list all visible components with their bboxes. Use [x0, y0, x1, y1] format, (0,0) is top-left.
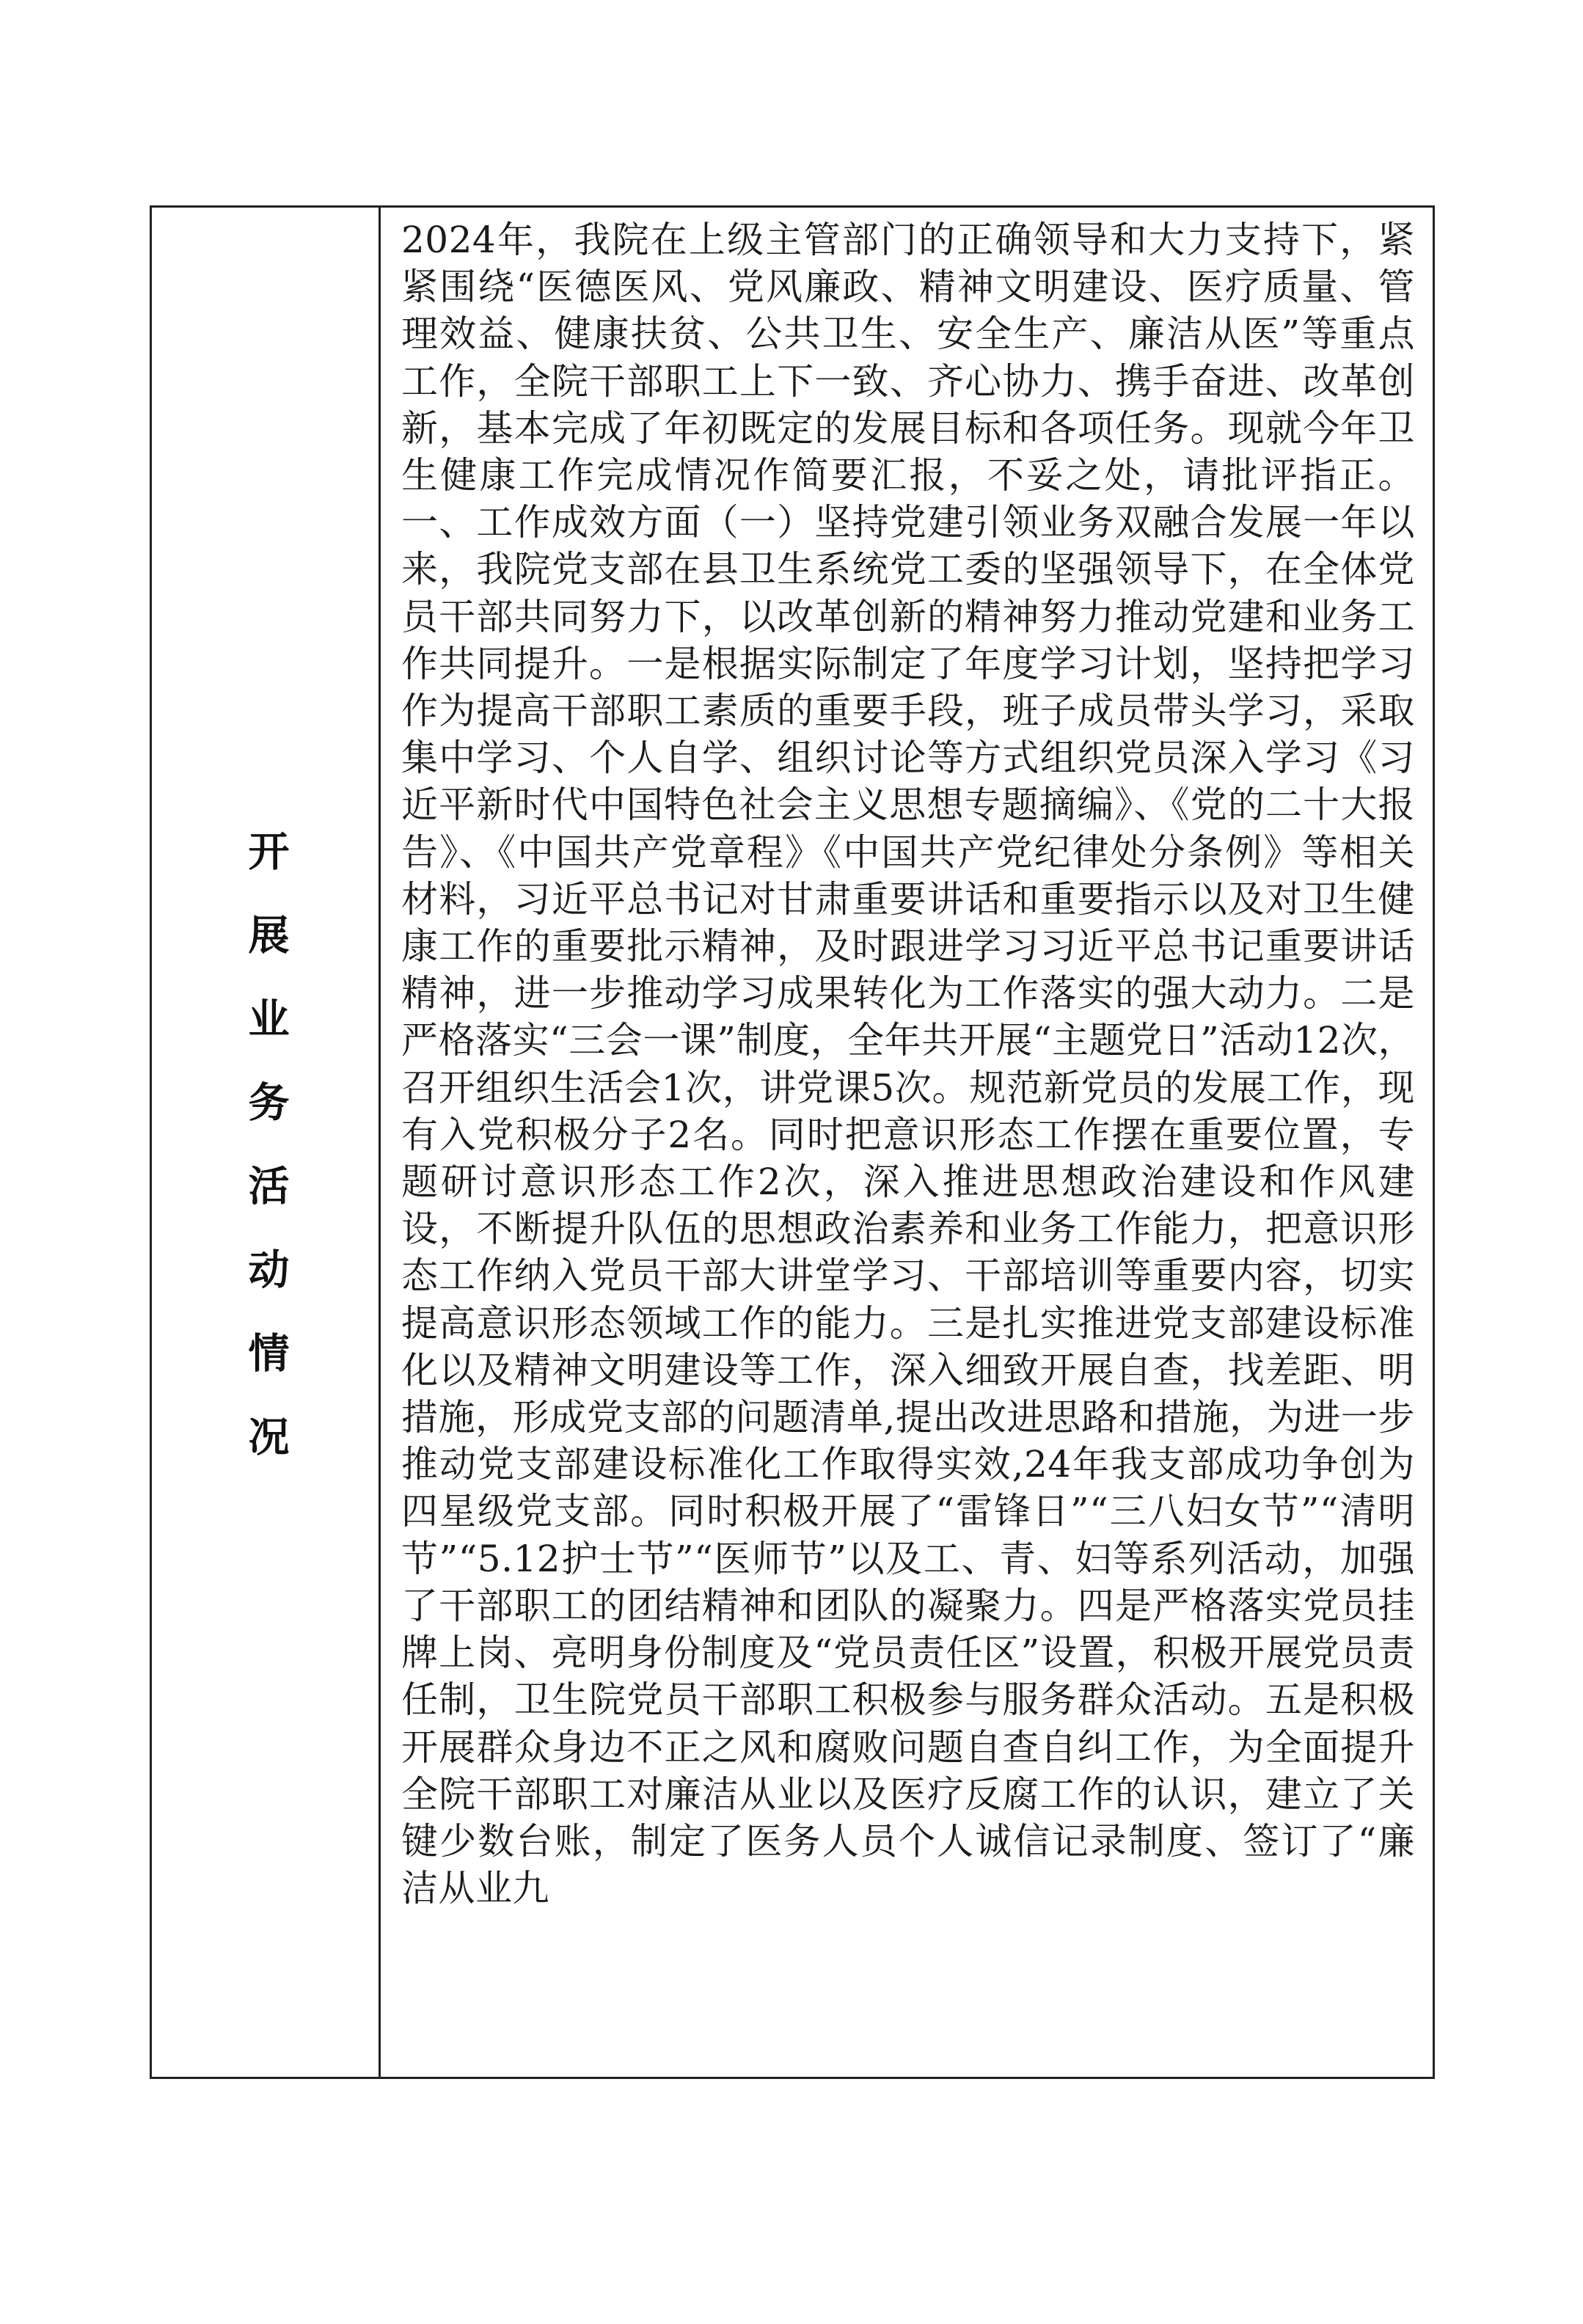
activity-table	[150, 205, 1435, 2079]
row-label-cell	[152, 208, 381, 2077]
row-label: 开展业务活动情况	[241, 830, 290, 1499]
row-content-cell	[381, 208, 1433, 2077]
activity-report-text: 2024年，我院在上级主管部门的正确领导和大力支持下，紧紧围绕“医德医风、党风廉政、精神文明建设、医疗质量、管理效益、健康扶贫、公共卫生、安全生产、廉洁从医”等重点工作，全院干部职工上下一致、齐心协力、携手奋进、改革创新，基本完成了年初既定的发展目标和各项任务。现就今年卫生健康工作完成情况作简要汇报，不妥之处，请批评指正。一、工作成效方面（一）坚持党建引领业务双融合发展一年以来，我院党支部在县卫生系统党工委的坚强领导下，在全体党员干部共同努力下，以改革创新的精神努力推动党建和业务工作共同提升。一是根据实际制定了年度学习计划，坚持把学习作为提高干部职工素质的重要手段，班子成员带头学习，采取集中学习、个人自学、组织讨论等方式组织党员深入学习《习近平新时代中国特色社会主义思想专题摘编》、《党的二十大报告》、《中国共产党章程》《中国共产党纪律处分条例》等相关材料，习近平总书记对甘肃重要讲话和重要指示以及对卫生健康工作的重要批示精神，及时跟进学习习近平总书记重要讲话精神，进一步推动学习成果转化为工作落实的强大动力。二是严格落实“三会一课”制度，全年共开展“主题党日”活动12次，召开组织生活会1次，讲党课5次。规范新党员的发展工作，现有入党积极分子2名。同时把意识形态工作摆在重要位置，专题研讨意识形态工作2次，深入推进思想政治建设和作风建设，不断提升队伍的思想政治素养和业务工作能力，把意识形态工作纳入党员干部大讲堂学习、干部培训等重要内容，切实提高意识形态领域工作的能力。三是扎实推进党支部建设标准化以及精神文明建设等工作，深入细致开展自查，找差距、明措施，形成党支部的问题清单,提出改进思路和措施，为进一步推动党支部建设标准化工作取得实效,24年我支部成功争创为四星级党支部。同时积极开展了“雷锋日”“三八妇女节”“清明节”“5.12护士节”“医师节”以及工、青、妇等系列活动，加强了干部职工的团结精神和团队的凝聚力。四是严格落实党员挂牌上岗、亮明身份制度及“党员责任区”设置，积极开展党员责任制，卫生院党员干部职工积极参与服务群众活动。五是积极开展群众身边不正之风和腐败问题自查自纠工作，为全面提升全院干部职工对廉洁从业以及医疗反腐工作的认识，建立了关键少数台账，制定了医务人员个人诚信记录制度、签订了“廉洁从业九	[401, 219, 1415, 1910]
